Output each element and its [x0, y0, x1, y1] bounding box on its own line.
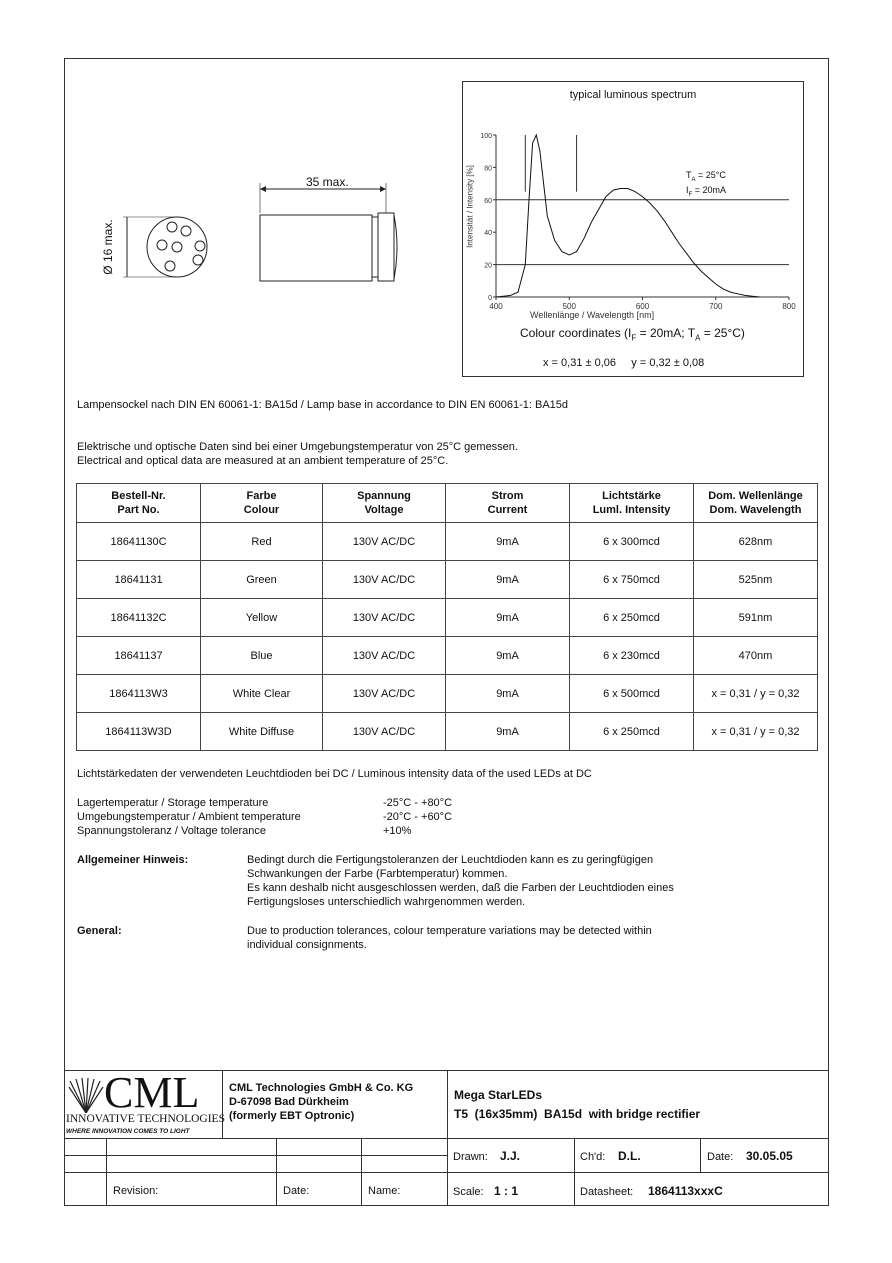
- x-tick-label: 800: [782, 302, 796, 311]
- table-row: 1864113W3D White Diffuse 130V AC/DC 9mA 6 x 250mcd x = 0,31 / y = 0,32: [77, 713, 818, 751]
- cml-logo: [66, 1068, 225, 1137]
- spectrum-line: [496, 135, 760, 297]
- scale-value: 1 : 1: [494, 1184, 519, 1198]
- note-en-label: General:: [77, 925, 122, 937]
- product-line-1: Mega StarLEDs: [454, 1088, 543, 1102]
- lum-note: Lichtstärkedaten der verwendeten Leuchtdioden bei DC / Luminous intensity data of the used LEDs at DC: [77, 768, 592, 780]
- company-line-3: (formerly EBT Optronic): [229, 1110, 355, 1122]
- lamp-base: Lampensockel nach DIN EN 60061-1: BA15d / Lamp base in accordance to DIN EN 60061-1: BA15d: [77, 399, 569, 411]
- spec-ambient-label: Umgebungstemperatur / Ambient temperature: [77, 811, 301, 823]
- spectrum-title: typical luminous spectrum: [569, 89, 697, 101]
- table-row: 1864113W3 White Clear 130V AC/DC 9mA 6 x 500mcd x = 0,31 / y = 0,32: [77, 675, 818, 713]
- drawn-label: Drawn:: [453, 1151, 488, 1163]
- chd-value: D.L.: [618, 1149, 641, 1163]
- col-intensity: Lichtstärke Luml. Intensity: [570, 484, 694, 523]
- y-tick-label: 20: [484, 262, 492, 270]
- spec-voltage-label: Spannungstoleranz / Voltage tolerance: [77, 825, 266, 837]
- note-de-line-1: Bedingt durch die Fertigungstoleranzen der Leuchtdioden kann es zu geringfügigen: [247, 854, 654, 866]
- conditions-de: Elektrische und optische Daten sind bei einer Umgebungstemperatur von 25°C gemessen.: [77, 441, 518, 453]
- datasheet-label: Datasheet:: [580, 1186, 634, 1198]
- xy-values: x = 0,31 ± 0,06 y = 0,32 ± 0,08: [543, 357, 705, 369]
- note-de-line-3: Es kann deshalb nicht ausgeschlossen werden, daß die Farben der Leuchtdioden eines: [247, 882, 674, 894]
- drawn-value: J.J.: [500, 1149, 521, 1163]
- spec-storage-label: Lagertemperatur / Storage temperature: [77, 797, 269, 809]
- date-value: 30.05.05: [746, 1149, 793, 1163]
- logo-sub: INNOVATIVE TECHNOLOGIES: [66, 1113, 225, 1125]
- spectrum-xlabel: Wellenlänge / Wavelength [nm]: [530, 310, 655, 320]
- datasheet-value: 1864113xxxC: [648, 1184, 723, 1198]
- note-en-line-1: Due to production tolerances, colour temperature variations may be detected within: [247, 925, 652, 937]
- spec-voltage-value: +10%: [383, 825, 412, 837]
- x-tick-label: 500: [562, 302, 576, 311]
- lamp-drawing: [110, 175, 410, 295]
- spectrum-ylabel: Intensität / Intensity [%]: [465, 165, 475, 248]
- scale-label: Scale:: [453, 1186, 484, 1198]
- table-row: 18641130C Red 130V AC/DC 9mA 6 x 300mcd 628nm: [77, 523, 818, 561]
- table-row: 18641132C Yellow 130V AC/DC 9mA 6 x 250mcd 591nm: [77, 599, 818, 637]
- company-line-1: CML Technologies GmbH & Co. KG: [229, 1082, 414, 1094]
- col-wavelength: Dom. Wellenlänge Dom. Wavelength: [694, 484, 818, 523]
- name-label: Name:: [368, 1185, 401, 1197]
- table-row: 18641131 Green 130V AC/DC 9mA 6 x 750mcd 525nm: [77, 561, 818, 599]
- x-tick-label: 600: [635, 302, 650, 311]
- date-label: Date:: [707, 1151, 734, 1163]
- logo-tagline: WHERE INNOVATION COMES TO LIGHT: [66, 1128, 190, 1135]
- y-tick-label: 0: [488, 295, 492, 302]
- col-current: Strom Current: [446, 484, 570, 523]
- rev-date-label: Date:: [283, 1185, 310, 1197]
- x-tick-label: 700: [709, 302, 723, 311]
- spectrum-if: $I_F = 20mA$: [686, 185, 726, 198]
- dim-length: 35 max.: [306, 175, 349, 189]
- spec-storage-value: -25°C - +80°C: [383, 797, 453, 809]
- revision-label: Revision:: [113, 1185, 159, 1197]
- data-table: [76, 483, 818, 751]
- spectrum-ta: $T_A = 25^\circ C$: [686, 170, 726, 183]
- col-part: Bestell-Nr. Part No.: [77, 484, 201, 523]
- sunburst-icon: [68, 1077, 104, 1113]
- y-tick-label: 40: [484, 230, 492, 238]
- x-tick-label: 400: [489, 302, 503, 311]
- col-voltage: Spannung Voltage: [323, 484, 446, 523]
- note-en-line-2: individual consignments.: [247, 939, 367, 951]
- conditions-en: Electrical and optical data are measured at an ambient temperature of 25°C.: [77, 455, 449, 467]
- y-tick-label: 60: [484, 197, 492, 205]
- logo-text: CML: [104, 1068, 200, 1117]
- y-tick-label: 100: [480, 133, 492, 140]
- note-de-line-2: Schwankungen der Farbe (Farbtemperatur) kommen.: [247, 868, 508, 880]
- product-line-2: T5 (16x35mm) BA15d with bridge rectifier: [454, 1107, 701, 1121]
- spec-ambient-value: -20°C - +60°C: [383, 811, 453, 823]
- col-colour: Farbe Colour: [201, 484, 323, 523]
- table-row: 18641137 Blue 130V AC/DC 9mA 6 x 230mcd 470nm: [77, 637, 818, 675]
- company-line-2: D-67098 Bad Dürkheim: [229, 1096, 349, 1108]
- dim-diameter: Ø 16 max.: [101, 219, 115, 275]
- table-header: [77, 484, 818, 523]
- note-de-line-4: Fertigungsloses unterschiedlich wahrgenommen werden.: [247, 896, 526, 908]
- note-de-label: Allgemeiner Hinweis:: [77, 854, 189, 866]
- chd-label: Ch'd:: [580, 1151, 606, 1163]
- colour-coordinates: Colour coordinates ($I_F = 20mA$; $T_A = 25^\circ C$): [520, 326, 745, 343]
- y-tick-label: 80: [484, 165, 492, 173]
